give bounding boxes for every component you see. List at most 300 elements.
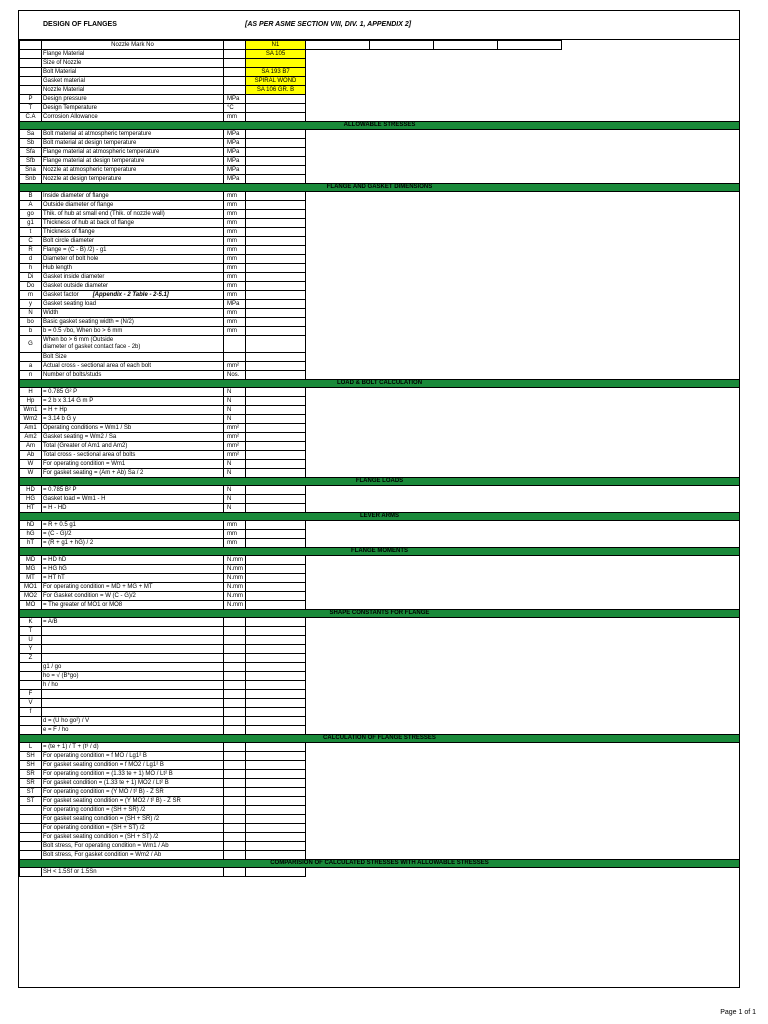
value-cell[interactable] bbox=[246, 273, 306, 282]
symbol-cell bbox=[20, 717, 42, 726]
value-cell[interactable]: SA 193 B7 bbox=[246, 68, 306, 77]
blank-cell bbox=[306, 104, 740, 113]
table-row bbox=[20, 717, 740, 726]
value-cell[interactable] bbox=[246, 530, 306, 539]
description-text: ho = √ (B*go) bbox=[43, 672, 79, 679]
value-cell[interactable] bbox=[246, 95, 306, 104]
section-title: FLANGE LOADS bbox=[20, 478, 740, 486]
table-row bbox=[20, 309, 740, 318]
description-cell: Nozzle Mark No bbox=[42, 41, 224, 50]
blank-cell bbox=[306, 300, 740, 309]
value-cell[interactable] bbox=[246, 699, 306, 708]
description-text: = (R + g1 + hG) / 2 bbox=[43, 539, 94, 546]
section-header bbox=[20, 184, 740, 192]
table-row bbox=[20, 556, 740, 565]
blank-cell bbox=[306, 504, 740, 513]
unit-cell: N.mm bbox=[224, 601, 246, 610]
table-row bbox=[20, 300, 740, 309]
symbol-cell: go bbox=[20, 210, 42, 219]
value-cell[interactable] bbox=[246, 166, 306, 175]
blank-cell bbox=[306, 291, 740, 300]
value-cell[interactable] bbox=[246, 442, 306, 451]
description-text: Gasket outside diameter bbox=[43, 282, 109, 289]
description-text: Basic gasket seating width = (N/2) bbox=[43, 318, 134, 325]
value-cell[interactable] bbox=[246, 104, 306, 113]
symbol-cell: Do bbox=[20, 282, 42, 291]
blank-cell bbox=[306, 681, 740, 690]
symbol-cell bbox=[20, 86, 42, 95]
blank-cell bbox=[306, 139, 740, 148]
description-cell bbox=[42, 336, 224, 353]
table-row bbox=[20, 148, 740, 157]
value-cell[interactable] bbox=[246, 406, 306, 415]
symbol-cell: hG bbox=[20, 530, 42, 539]
info-row bbox=[20, 86, 740, 95]
description-text: SH < 1.5Sf or 1.5Sn bbox=[43, 868, 97, 875]
table-row bbox=[20, 255, 740, 264]
symbol-cell: V bbox=[20, 699, 42, 708]
value-cell[interactable] bbox=[246, 521, 306, 530]
value-cell[interactable] bbox=[246, 627, 306, 636]
symbol-cell bbox=[20, 59, 42, 68]
value-cell[interactable] bbox=[246, 460, 306, 469]
value-cell[interactable] bbox=[246, 451, 306, 460]
description-cell bbox=[42, 309, 224, 318]
symbol-cell: Snb bbox=[20, 175, 42, 184]
unit-cell bbox=[224, 726, 246, 735]
value-cell[interactable] bbox=[246, 415, 306, 424]
table-row bbox=[20, 797, 740, 806]
section-title: SHAPE CONSTANTS FOR FLANGE bbox=[20, 610, 740, 618]
blank-cell bbox=[306, 192, 740, 201]
value-cell[interactable] bbox=[246, 219, 306, 228]
blank-cell bbox=[306, 318, 740, 327]
section-header bbox=[20, 860, 740, 868]
symbol-cell: Am2 bbox=[20, 433, 42, 442]
value-cell[interactable] bbox=[246, 672, 306, 681]
description-cell bbox=[42, 574, 224, 583]
description-text: Gasket seating load bbox=[43, 300, 97, 307]
extra-nozzle-cell[interactable] bbox=[370, 41, 434, 50]
value-cell[interactable] bbox=[246, 833, 306, 842]
table-row bbox=[20, 451, 740, 460]
description-cell bbox=[42, 681, 224, 690]
symbol-cell: G bbox=[20, 336, 42, 353]
value-cell[interactable] bbox=[246, 237, 306, 246]
value-cell[interactable]: SA 106 GR. B bbox=[246, 86, 306, 95]
unit-cell: mm² bbox=[224, 451, 246, 460]
description-text: e = F / ho bbox=[43, 726, 69, 733]
value-cell[interactable] bbox=[246, 327, 306, 336]
description-cell bbox=[42, 815, 224, 824]
table-row bbox=[20, 699, 740, 708]
value-cell[interactable] bbox=[246, 601, 306, 610]
symbol-cell: Sna bbox=[20, 166, 42, 175]
table-row bbox=[20, 833, 740, 842]
unit-cell: N bbox=[224, 486, 246, 495]
unit-cell: N bbox=[224, 388, 246, 397]
value-cell[interactable] bbox=[246, 583, 306, 592]
description-text: Nozzle at atmospheric temperature bbox=[43, 166, 137, 173]
unit-cell: mm bbox=[224, 113, 246, 122]
unit-cell bbox=[224, 717, 246, 726]
symbol-cell: Di bbox=[20, 273, 42, 282]
table-row bbox=[20, 424, 740, 433]
value-cell[interactable] bbox=[246, 255, 306, 264]
value-cell[interactable] bbox=[246, 228, 306, 237]
blank-cell bbox=[306, 726, 740, 735]
symbol-cell: Wm2 bbox=[20, 415, 42, 424]
symbol-cell: K bbox=[20, 618, 42, 627]
value-cell[interactable] bbox=[246, 371, 306, 380]
value-cell[interactable] bbox=[246, 556, 306, 565]
description-cell: Design pressure bbox=[42, 95, 224, 104]
value-cell[interactable] bbox=[246, 726, 306, 735]
value-cell[interactable] bbox=[246, 318, 306, 327]
unit-cell: mm bbox=[224, 210, 246, 219]
description-cell bbox=[42, 530, 224, 539]
value-cell[interactable] bbox=[246, 201, 306, 210]
unit-cell bbox=[224, 50, 246, 59]
description-cell bbox=[42, 521, 224, 530]
description-cell: Flange Material bbox=[42, 50, 224, 59]
unit-cell: N bbox=[224, 495, 246, 504]
description-text: For gasket seating condition = (SH + SR) /2 bbox=[43, 815, 160, 822]
extra-nozzle-cell[interactable] bbox=[434, 41, 498, 50]
symbol-cell bbox=[20, 353, 42, 362]
table-row bbox=[20, 851, 740, 860]
description-cell bbox=[42, 415, 224, 424]
section-title: LOAD & BOLT CALCULATION bbox=[20, 380, 740, 388]
value-cell[interactable] bbox=[246, 148, 306, 157]
symbol-cell bbox=[20, 68, 42, 77]
unit-cell bbox=[224, 851, 246, 860]
description-text: For operating condition = (SH + SR) /2 bbox=[43, 806, 146, 813]
table-row bbox=[20, 592, 740, 601]
description-text: = 3.14 b G y bbox=[43, 415, 76, 422]
table-row bbox=[20, 815, 740, 824]
description-text: For gasket condition = (1.33 te + 1) MO2 / Lt² B bbox=[43, 779, 169, 786]
blank-cell bbox=[306, 815, 740, 824]
description-cell bbox=[42, 291, 224, 300]
unit-cell bbox=[224, 752, 246, 761]
unit-cell: mm bbox=[224, 291, 246, 300]
value-cell[interactable] bbox=[246, 291, 306, 300]
unit-cell bbox=[224, 699, 246, 708]
value-cell[interactable] bbox=[246, 574, 306, 583]
symbol-cell: T bbox=[20, 104, 42, 113]
value-cell[interactable] bbox=[246, 788, 306, 797]
table-row bbox=[20, 779, 740, 788]
description-note: diameter of gasket contact face - 2b) bbox=[43, 344, 141, 350]
blank-cell bbox=[306, 851, 740, 860]
blank-cell bbox=[306, 592, 740, 601]
info-row bbox=[20, 104, 740, 113]
symbol-cell: SR bbox=[20, 779, 42, 788]
unit-cell: mm bbox=[224, 192, 246, 201]
blank-cell bbox=[306, 469, 740, 478]
value-cell[interactable] bbox=[246, 210, 306, 219]
symbol-cell bbox=[20, 806, 42, 815]
blank-cell bbox=[306, 654, 740, 663]
blank-cell bbox=[306, 779, 740, 788]
value-cell[interactable] bbox=[246, 469, 306, 478]
symbol-cell bbox=[20, 681, 42, 690]
description-cell bbox=[42, 770, 224, 779]
value-cell[interactable] bbox=[246, 618, 306, 627]
value-cell[interactable] bbox=[246, 433, 306, 442]
unit-cell bbox=[224, 842, 246, 851]
value-cell[interactable] bbox=[246, 175, 306, 184]
table-row bbox=[20, 770, 740, 779]
value-cell[interactable] bbox=[246, 761, 306, 770]
description-cell bbox=[42, 663, 224, 672]
value-cell[interactable] bbox=[246, 708, 306, 717]
table-row bbox=[20, 442, 740, 451]
symbol-cell: MD bbox=[20, 556, 42, 565]
value-cell[interactable] bbox=[246, 815, 306, 824]
description-text: = 0.785 G² P bbox=[43, 388, 78, 395]
value-cell[interactable] bbox=[246, 717, 306, 726]
section-header bbox=[20, 548, 740, 556]
description-cell bbox=[42, 433, 224, 442]
table-row bbox=[20, 201, 740, 210]
description-cell bbox=[42, 601, 224, 610]
blank-cell bbox=[306, 362, 740, 371]
value-cell[interactable] bbox=[246, 397, 306, 406]
value-cell[interactable] bbox=[246, 192, 306, 201]
description-text: Gasket seating = Wm2 / Sa bbox=[43, 433, 117, 440]
description-note: [Appendix - 2 Table - 2-5.1] bbox=[92, 291, 169, 298]
blank-cell bbox=[306, 237, 740, 246]
blank-cell bbox=[306, 636, 740, 645]
value-cell[interactable] bbox=[246, 681, 306, 690]
unit-cell bbox=[224, 743, 246, 752]
blank-cell bbox=[306, 336, 740, 353]
info-row bbox=[20, 95, 740, 104]
value-cell[interactable] bbox=[246, 282, 306, 291]
value-cell[interactable] bbox=[246, 336, 306, 353]
symbol-cell: MT bbox=[20, 574, 42, 583]
blank-cell bbox=[306, 495, 740, 504]
value-cell[interactable] bbox=[246, 779, 306, 788]
blank-cell bbox=[306, 486, 740, 495]
section-title: ALLOWABLE STRESSES bbox=[20, 122, 740, 130]
blank-cell bbox=[306, 424, 740, 433]
symbol-cell: SH bbox=[20, 752, 42, 761]
unit-cell: mm bbox=[224, 282, 246, 291]
symbol-cell bbox=[20, 833, 42, 842]
unit-cell: MPa bbox=[224, 157, 246, 166]
value-cell[interactable] bbox=[246, 824, 306, 833]
description-cell bbox=[42, 717, 224, 726]
table-row bbox=[20, 539, 740, 548]
description-text: = H - HD bbox=[43, 504, 67, 511]
flange-design-sheet bbox=[18, 10, 740, 988]
description-cell bbox=[42, 486, 224, 495]
table-row bbox=[20, 663, 740, 672]
description-cell bbox=[42, 788, 224, 797]
value-cell[interactable] bbox=[246, 113, 306, 122]
blank-cell bbox=[306, 95, 740, 104]
unit-cell: N bbox=[224, 415, 246, 424]
value-cell[interactable] bbox=[246, 424, 306, 433]
unit-cell bbox=[224, 806, 246, 815]
value-cell[interactable] bbox=[246, 592, 306, 601]
description-text: h / ho bbox=[43, 681, 59, 688]
table-row bbox=[20, 371, 740, 380]
description-text: = 2 b x 3.14 G m P bbox=[43, 397, 94, 404]
info-row bbox=[20, 41, 740, 50]
symbol-cell bbox=[20, 663, 42, 672]
unit-cell bbox=[224, 788, 246, 797]
table-row bbox=[20, 264, 740, 273]
description-text: Actual cross - sectional area of each bolt bbox=[43, 362, 152, 369]
blank-cell bbox=[306, 68, 740, 77]
unit-cell bbox=[224, 654, 246, 663]
value-cell[interactable] bbox=[246, 663, 306, 672]
description-text: For operating condition = f MO / Lg1² B bbox=[43, 752, 147, 759]
value-cell[interactable] bbox=[246, 806, 306, 815]
symbol-cell: MO2 bbox=[20, 592, 42, 601]
description-text: Bolt material at atmospheric temperature bbox=[43, 130, 152, 137]
unit-cell bbox=[224, 353, 246, 362]
value-cell[interactable]: N1 bbox=[246, 41, 306, 50]
description-cell bbox=[42, 318, 224, 327]
value-cell[interactable] bbox=[246, 362, 306, 371]
value-cell[interactable] bbox=[246, 654, 306, 663]
section-title: LEVER ARMS bbox=[20, 513, 740, 521]
value-cell[interactable] bbox=[246, 645, 306, 654]
value-cell[interactable] bbox=[246, 690, 306, 699]
value-cell[interactable]: SPIRAL WOND bbox=[246, 77, 306, 86]
unit-cell: MPa bbox=[224, 139, 246, 148]
value-cell[interactable] bbox=[246, 486, 306, 495]
description-cell bbox=[42, 868, 224, 877]
table-row bbox=[20, 824, 740, 833]
blank-cell bbox=[306, 264, 740, 273]
value-cell[interactable] bbox=[246, 353, 306, 362]
value-cell[interactable]: SA 105 bbox=[246, 50, 306, 59]
description-cell bbox=[42, 353, 224, 362]
value-cell[interactable] bbox=[246, 130, 306, 139]
blank-cell bbox=[306, 618, 740, 627]
unit-cell: mm bbox=[224, 246, 246, 255]
value-cell[interactable] bbox=[246, 565, 306, 574]
value-cell[interactable] bbox=[246, 59, 306, 68]
table-row bbox=[20, 336, 740, 353]
value-cell[interactable] bbox=[246, 504, 306, 513]
value-cell[interactable] bbox=[246, 139, 306, 148]
value-cell[interactable] bbox=[246, 264, 306, 273]
value-cell[interactable] bbox=[246, 539, 306, 548]
symbol-cell: y bbox=[20, 300, 42, 309]
value-cell[interactable] bbox=[246, 868, 306, 877]
description-cell bbox=[42, 726, 224, 735]
symbol-cell: L bbox=[20, 743, 42, 752]
description-text: Diameter of bolt hole bbox=[43, 255, 99, 262]
description-cell: Corrosion Allowance bbox=[42, 113, 224, 122]
table-row bbox=[20, 486, 740, 495]
description-cell bbox=[42, 166, 224, 175]
description-cell bbox=[42, 210, 224, 219]
description-text: Flange = (C - B) /2) - g1 bbox=[43, 246, 107, 253]
blank-cell bbox=[306, 406, 740, 415]
symbol-cell: Wm1 bbox=[20, 406, 42, 415]
blank-cell bbox=[306, 148, 740, 157]
symbol-cell: bo bbox=[20, 318, 42, 327]
description-cell bbox=[42, 300, 224, 309]
value-cell[interactable] bbox=[246, 309, 306, 318]
description-cell bbox=[42, 219, 224, 228]
sheet-subtitle: [AS PER ASME SECTION VIII, DIV. 1, APPENDIX 2] bbox=[245, 21, 412, 28]
description-cell bbox=[42, 824, 224, 833]
description-text: Total cross - sectional area of bolts bbox=[43, 451, 136, 458]
description-cell bbox=[42, 539, 224, 548]
blank-cell bbox=[306, 672, 740, 681]
description-cell bbox=[42, 654, 224, 663]
value-cell[interactable] bbox=[246, 246, 306, 255]
description-cell: Gasket material bbox=[42, 77, 224, 86]
section-title: COMPARISION OF CALCULATED STRESSES WITH ALLOWABLE STRESSES bbox=[20, 860, 740, 868]
page-number: Page 1 of 1 bbox=[720, 1009, 756, 1016]
symbol-cell: Am1 bbox=[20, 424, 42, 433]
value-cell[interactable] bbox=[246, 770, 306, 779]
blank-cell bbox=[306, 201, 740, 210]
symbol-cell: HG bbox=[20, 495, 42, 504]
value-cell[interactable] bbox=[246, 157, 306, 166]
symbol-cell: t bbox=[20, 228, 42, 237]
unit-cell: N.mm bbox=[224, 556, 246, 565]
value-cell[interactable] bbox=[246, 300, 306, 309]
blank-cell bbox=[306, 521, 740, 530]
table-row bbox=[20, 246, 740, 255]
description-cell bbox=[42, 282, 224, 291]
symbol-cell: ST bbox=[20, 797, 42, 806]
table-row bbox=[20, 415, 740, 424]
blank-cell bbox=[306, 397, 740, 406]
symbol-cell bbox=[20, 41, 42, 50]
description-cell bbox=[42, 246, 224, 255]
table-row bbox=[20, 868, 740, 877]
value-cell[interactable] bbox=[246, 388, 306, 397]
extra-nozzle-cell[interactable] bbox=[306, 41, 370, 50]
description-cell bbox=[42, 761, 224, 770]
blank-cell bbox=[306, 166, 740, 175]
description-text: Gasket load = Wm1 - H bbox=[43, 495, 106, 502]
blank-cell bbox=[306, 388, 740, 397]
unit-cell bbox=[224, 68, 246, 77]
table-row bbox=[20, 583, 740, 592]
description-text: For gasket seating = (Am + Ab) Sa / 2 bbox=[43, 469, 144, 476]
description-cell: Bolt Material bbox=[42, 68, 224, 77]
unit-cell: mm bbox=[224, 318, 246, 327]
value-cell[interactable] bbox=[246, 851, 306, 860]
blank-cell bbox=[306, 788, 740, 797]
extra-nozzle-cell[interactable] bbox=[498, 41, 562, 50]
value-cell[interactable] bbox=[246, 797, 306, 806]
value-cell[interactable] bbox=[246, 743, 306, 752]
blank-cell bbox=[306, 327, 740, 336]
unit-cell bbox=[224, 77, 246, 86]
blank-cell bbox=[306, 228, 740, 237]
value-cell[interactable] bbox=[246, 752, 306, 761]
table-row bbox=[20, 353, 740, 362]
value-cell[interactable] bbox=[246, 495, 306, 504]
value-cell[interactable] bbox=[246, 842, 306, 851]
value-cell[interactable] bbox=[246, 636, 306, 645]
table-row bbox=[20, 397, 740, 406]
